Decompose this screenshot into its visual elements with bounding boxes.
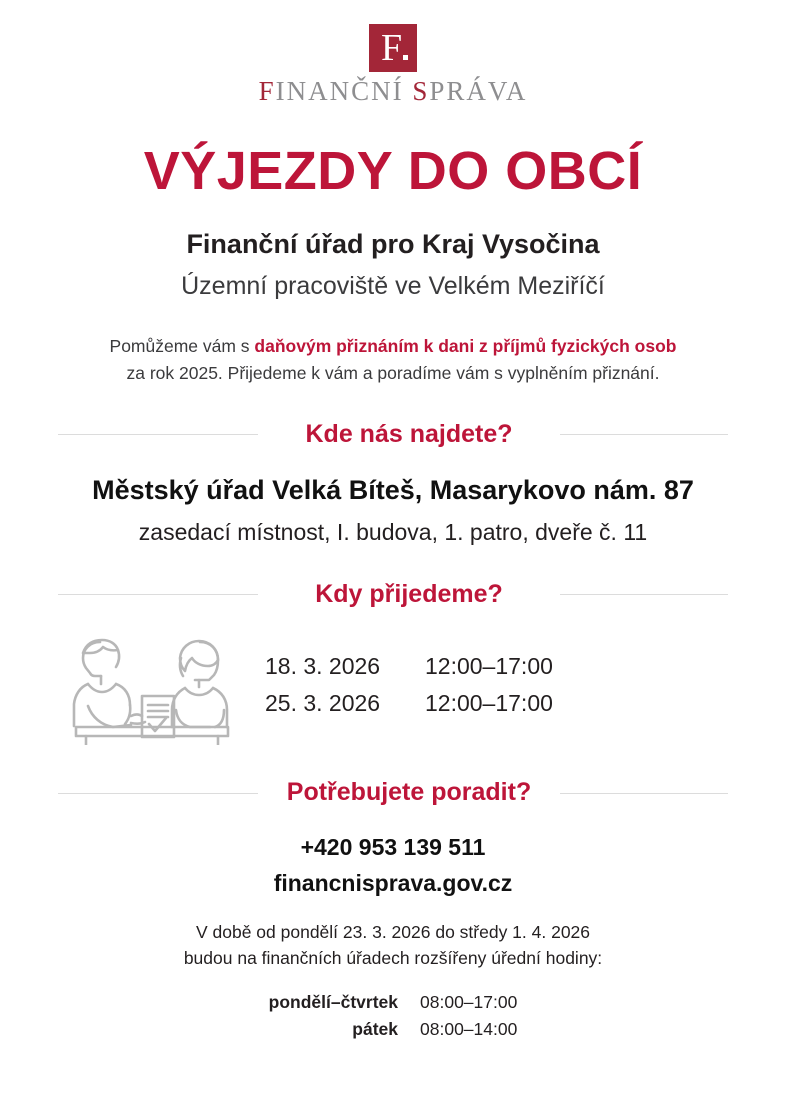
logo-wordmark (0, 78, 786, 105)
visit-time: 12:00–17:00 (425, 652, 553, 679)
intro-line1-accent: daňovým přiznáním k dani z příjmů fyzických osob (254, 335, 677, 356)
extended-hours-notice (0, 919, 786, 972)
section-title-where: Kde nás najdete? (305, 419, 513, 448)
section-title-help: Potřebujete poradit? (286, 778, 532, 807)
logo-block (0, 0, 786, 105)
hours-time: 08:00–17:00 (420, 992, 518, 1013)
visit-date: 25. 3. 2026 (265, 689, 381, 716)
logo-wordmark-f: F (258, 76, 276, 106)
section-header-help (58, 745, 728, 807)
svg-text:F: F (381, 27, 403, 69)
table-row (269, 989, 518, 1016)
section-rule-right (560, 434, 728, 435)
section-header-where (58, 387, 728, 449)
office-hours-table (269, 989, 518, 1043)
contact-phone[interactable]: +420 953 139 511 (300, 833, 486, 860)
visit-date-row (265, 648, 553, 685)
intro-paragraph (0, 333, 786, 387)
section-rule-left (58, 594, 258, 595)
hours-day: pondělí–čtvrtek (268, 992, 399, 1013)
contact-website-link[interactable]: financnisprava.gov.cz (273, 869, 513, 896)
visit-schedule-row (0, 620, 786, 745)
hours-time: 08:00–14:00 (420, 1019, 518, 1040)
address-main: Městský úřad Velká Bíteš, Masarykovo nám. 87 (92, 475, 694, 506)
intro-line1-prefix: Pomůžeme vám s (109, 335, 255, 356)
section-rule-right (560, 594, 728, 595)
table-row (269, 1016, 518, 1043)
address-sub: zasedací místnost, I. budova, 1. patro, dveře č. 11 (138, 519, 648, 546)
office-branch: Územní pracoviště ve Velkém Meziříčí (181, 272, 605, 301)
visit-date: 18. 3. 2026 (265, 652, 381, 679)
visit-dates-list (265, 644, 553, 723)
office-name: Finanční úřad pro Kraj Vysočina (186, 228, 600, 259)
logo-wordmark-mid: INANČNÍ (275, 76, 413, 106)
visit-time: 12:00–17:00 (425, 689, 553, 716)
page-title: VÝJEZDY DO OBCÍ (143, 141, 643, 201)
financni-sprava-logo-icon (369, 24, 417, 72)
intro-line2: za rok 2025. Přijedeme k vám a poradíme vám s vyplněním přiznání. (126, 362, 660, 383)
notice-line1: V době od pondělí 23. 3. 2026 do středy 1. 4. 2026 (195, 921, 591, 942)
hours-day: pátek (352, 1019, 399, 1040)
section-rule-left (58, 434, 258, 435)
section-header-when (58, 547, 728, 609)
notice-line2: budou na finančních úřadech rozšířeny úřední hodiny: (183, 947, 603, 968)
consultation-illustration-icon (58, 620, 243, 745)
section-title-when: Kdy přijedeme? (315, 579, 503, 608)
visit-date-row (265, 685, 553, 722)
section-rule-left (58, 793, 258, 794)
logo-wordmark-end: PRÁVA (429, 76, 528, 106)
logo-wordmark-s: S (412, 76, 430, 106)
section-rule-right (560, 793, 728, 794)
